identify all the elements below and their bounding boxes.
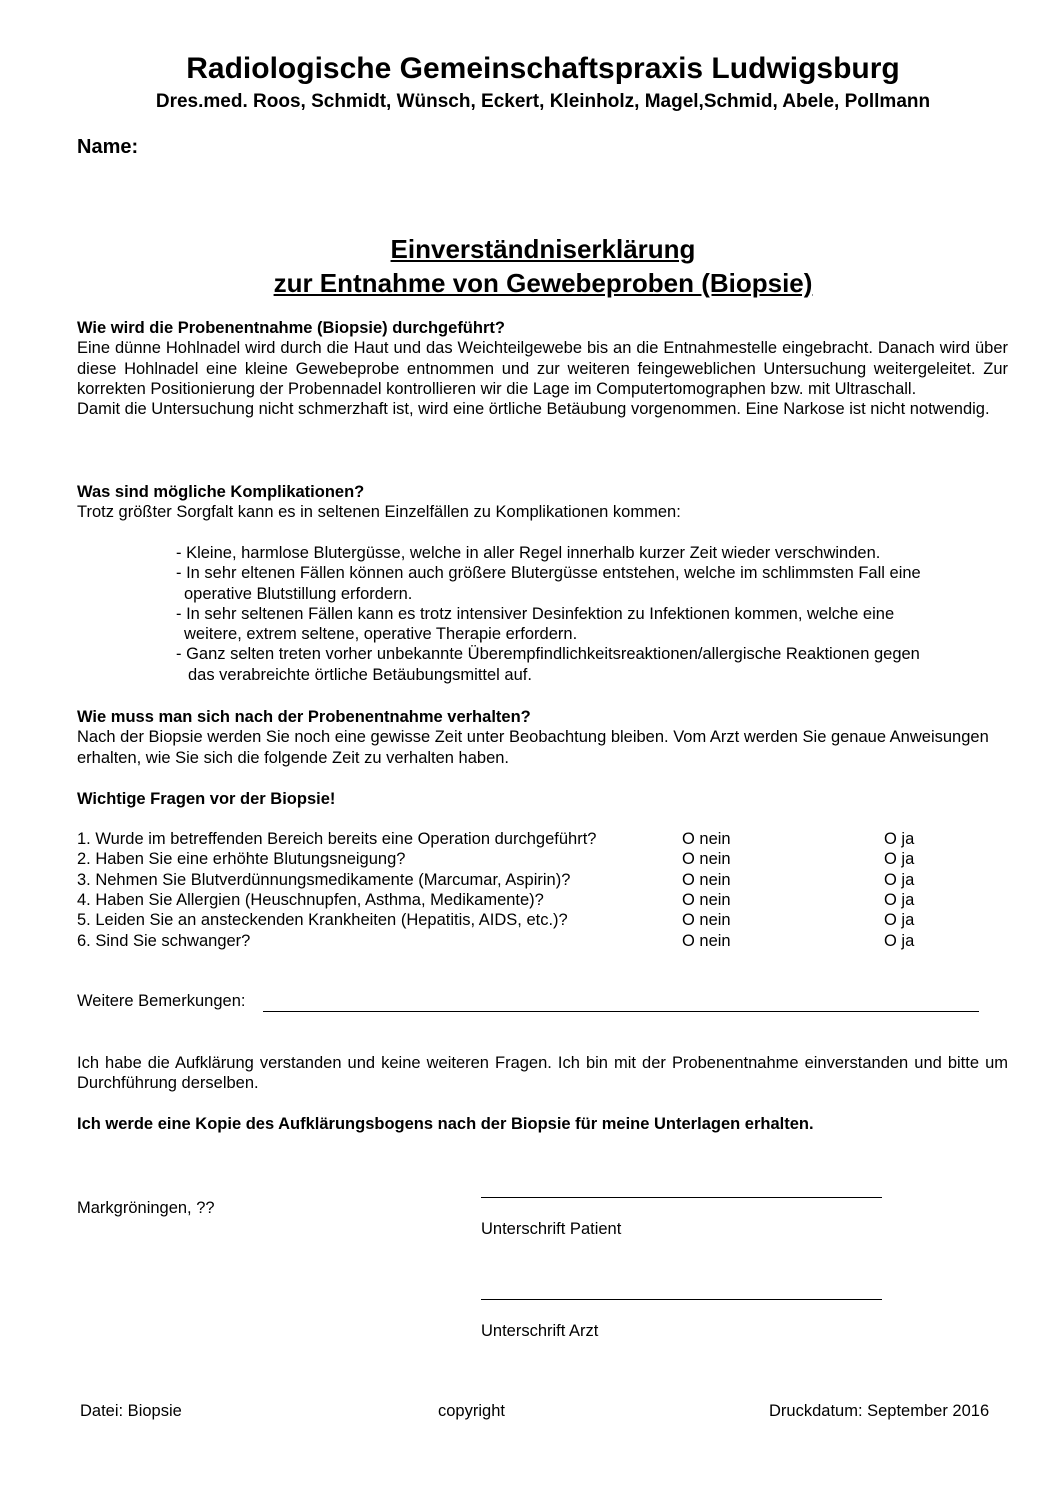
option-yes[interactable]: O ja bbox=[884, 830, 915, 848]
option-no[interactable]: O nein bbox=[682, 890, 731, 909]
option-no[interactable]: O nein bbox=[682, 870, 731, 889]
question-row bbox=[77, 931, 1008, 951]
question-row bbox=[77, 890, 1008, 910]
question-row bbox=[77, 870, 1008, 890]
list-item: - In sehr eltenen Fällen können auch größere Blutergüsse entstehen, welche im schlimmsten Fall eine bbox=[176, 564, 921, 583]
copy-note bbox=[77, 1114, 1008, 1134]
question-text: 4. Haben Sie Allergien (Heuschnupfen, Asthma, Medikamente)? bbox=[77, 890, 544, 909]
section-procedure-para1: Eine dünne Hohlnadel wird durch die Haut und das Weichteilgewebe bis an die Entnahmestelle eingebracht. Danach wird über diese Hohlnadel eine kleine Gewebeprobe entnommen und zur weiteren feingeweblichen Untersuchung weitergeleitet. Zur korrekten Positionierung der Probennadel kontrollieren wir die Lage im Computertomographen bzw. mit Ultraschall. bbox=[77, 339, 1008, 398]
patient-signature-line[interactable] bbox=[481, 1197, 882, 1198]
footer-print-date: Druckdatum: September 2016 bbox=[769, 1402, 990, 1420]
consent-paragraph: Ich habe die Aufklärung verstanden und keine weiteren Fragen. Ich bin mit der Probenentnahme einverstanden und bitte um Durchführung derselben. bbox=[77, 1054, 1008, 1093]
section-aftercare-heading: Wie muss man sich nach der Probenentnahme verhalten? bbox=[77, 708, 531, 726]
list-item-continued: weitere, extrem seltene, operative Therapie erfordern. bbox=[184, 625, 578, 644]
option-yes[interactable]: O ja bbox=[884, 931, 915, 950]
doctor-signature-label: Unterschrift Arzt bbox=[481, 1322, 599, 1340]
name-label: Name: bbox=[77, 136, 139, 158]
title-line-1: Einverständniserklärung bbox=[390, 234, 696, 264]
question-row bbox=[77, 910, 1008, 930]
list-item-continued: das verabreichte örtliche Betäubungsmittel auf. bbox=[188, 665, 532, 684]
list-item: - Kleine, harmlose Blutergüsse, welche in aller Regel innerhalb kurzer Zeit wieder verschwinden. bbox=[176, 544, 881, 562]
title-line-2: zur Entnahme von Gewebeproben (Biopsie) bbox=[273, 268, 813, 298]
option-no[interactable]: O nein bbox=[682, 850, 731, 869]
copy-note-text: Ich werde eine Kopie des Aufklärungsbogens nach der Biopsie für meine Unterlagen erhalten. bbox=[77, 1115, 814, 1133]
complications-list bbox=[176, 543, 1006, 685]
question-text: 1. Wurde im betreffenden Bereich bereits eine Operation durchgeführt? bbox=[77, 830, 597, 848]
section-aftercare bbox=[77, 707, 1008, 768]
footer-copyright: copyright bbox=[438, 1402, 505, 1420]
remarks-input-line[interactable] bbox=[263, 1011, 979, 1012]
list-item: - In sehr seltenen Fällen kann es trotz intensiver Desinfektion zu Infektionen kommen, welche eine bbox=[176, 604, 895, 623]
section-procedure bbox=[77, 318, 1008, 419]
remarks-label: Weitere Bemerkungen: bbox=[77, 992, 246, 1010]
questions-heading bbox=[77, 789, 1008, 809]
option-no[interactable]: O nein bbox=[682, 931, 731, 950]
question-text: 5. Leiden Sie an ansteckenden Krankheiten (Hepatitis, AIDS, etc.)? bbox=[77, 911, 568, 930]
questions-heading-text: Wichtige Fragen vor der Biopsie! bbox=[77, 790, 336, 808]
question-text: 6. Sind Sie schwanger? bbox=[77, 931, 251, 950]
place-date: Markgröningen, ?? bbox=[77, 1199, 215, 1217]
option-no[interactable]: O nein bbox=[682, 830, 731, 848]
doctor-signature-line[interactable] bbox=[481, 1299, 882, 1300]
section-complications-intro: Trotz größter Sorgfalt kann es in seltenen Einzelfällen zu Komplikationen kommen: bbox=[77, 503, 681, 522]
doctors-list: Dres.med. Roos, Schmidt, Wünsch, Eckert, Kleinholz, Magel,Schmid, Abele, Pollmann bbox=[155, 91, 931, 112]
option-yes[interactable]: O ja bbox=[884, 911, 915, 930]
option-yes[interactable]: O ja bbox=[884, 890, 915, 909]
section-procedure-para2: Damit die Untersuchung nicht schmerzhaft ist, wird eine örtliche Betäubung vorgenommen. Eine Narkose ist nicht notwendig. bbox=[77, 400, 990, 419]
option-yes[interactable]: O ja bbox=[884, 870, 915, 889]
question-text: 3. Nehmen Sie Blutverdünnungsmedikamente (Marcumar, Aspirin)? bbox=[77, 870, 571, 889]
section-procedure-heading: Wie wird die Probenentnahme (Biopsie) durchgeführt? bbox=[77, 319, 505, 337]
option-no[interactable]: O nein bbox=[682, 911, 731, 930]
question-row bbox=[77, 849, 1008, 869]
patient-signature-label: Unterschrift Patient bbox=[481, 1220, 622, 1238]
section-aftercare-para: Nach der Biopsie werden Sie noch eine gewisse Zeit unter Beobachtung bleiben. Vom Arzt werden Sie genaue Anweisungen erhalten, wie Sie sich die folgende Zeit zu verhalten haben. bbox=[77, 728, 989, 767]
section-complications-heading: Was sind mögliche Komplikationen? bbox=[77, 483, 365, 501]
question-row bbox=[77, 829, 1008, 849]
list-item: - Ganz selten treten vorher unbekannte Überempfindlichkeitsreaktionen/allergische Reaktionen gegen bbox=[176, 645, 920, 664]
list-item-continued: operative Blutstillung erfordern. bbox=[184, 584, 413, 603]
footer-file: Datei: Biopsie bbox=[80, 1402, 182, 1420]
option-yes[interactable]: O ja bbox=[884, 850, 915, 869]
practice-name: Radiologische Gemeinschaftspraxis Ludwigsburg bbox=[186, 52, 900, 85]
document-title bbox=[0, 232, 1061, 300]
section-complications bbox=[77, 482, 1008, 523]
question-text: 2. Haben Sie eine erhöhte Blutungsneigung? bbox=[77, 850, 406, 869]
